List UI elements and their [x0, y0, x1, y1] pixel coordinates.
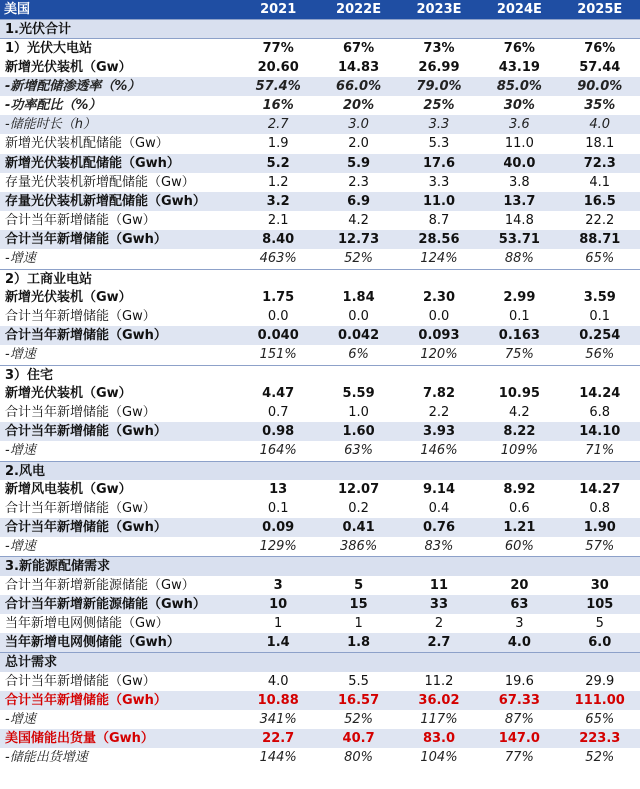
row-value-cell: 109% [500, 443, 538, 459]
row-value-cell: 2.1 [267, 213, 289, 229]
row-value-cell [238, 270, 318, 288]
row-value-cell [479, 366, 559, 384]
table-row [0, 326, 640, 345]
row-value-cell: 88% [504, 251, 534, 267]
row-value-cell: 14.83 [338, 59, 380, 75]
row-label: 3）住宅 [5, 367, 54, 383]
row-value-cell: 14.27 [579, 481, 621, 497]
row-value-cell: 147.0 [498, 731, 540, 747]
row-value-cell: 71% [585, 443, 615, 459]
row-value-cell: 19.6 [504, 673, 534, 689]
row-value-cell: 144% [259, 750, 297, 766]
row-label: 美国储能出货量（Gwh） [5, 731, 154, 747]
row-label: 新增光伏装机配储能（Gw） [5, 136, 169, 152]
row-value-cell: 0.1 [589, 309, 611, 324]
row-value-cell: 3.3 [428, 174, 450, 190]
row-value-cell [238, 653, 318, 671]
row-value-cell: 0.0 [267, 309, 289, 324]
table-header-row [0, 0, 640, 19]
row-value-cell: 30% [503, 97, 535, 113]
row-value-cell: 15 [349, 596, 368, 612]
row-label: 新增光伏装机（Gw） [5, 289, 132, 305]
row-value-cell: 2 [434, 616, 444, 631]
row-value-cell: 25% [423, 97, 455, 113]
row-value-cell [479, 557, 559, 575]
header-year-2023e: 2023E [416, 2, 462, 17]
row-value-cell: 0.8 [589, 500, 611, 516]
table-row [0, 58, 640, 77]
row-value-cell: 7.82 [422, 385, 456, 401]
row-value-cell [238, 366, 318, 384]
row-value-cell: 77% [504, 750, 534, 766]
row-value-cell: 57.4% [255, 78, 301, 94]
row-value-cell [560, 653, 640, 671]
row-value-cell: 75% [504, 347, 534, 363]
row-value-cell: 3.0 [348, 117, 369, 133]
row-value-cell: 28.56 [418, 232, 460, 248]
row-value-cell [318, 366, 398, 384]
table-row [0, 154, 640, 173]
row-value-cell [479, 653, 559, 671]
row-value-cell [479, 20, 559, 38]
row-value-cell: 20 [510, 577, 529, 593]
row-value-cell: 29.9 [585, 673, 615, 689]
row-value-cell: 1 [274, 616, 283, 631]
row-value-cell: 16.5 [583, 193, 616, 209]
row-value-cell: 0.093 [418, 328, 460, 344]
row-value-cell [399, 557, 479, 575]
row-value-cell: 6.9 [347, 193, 371, 209]
row-value-cell: 43.19 [498, 59, 540, 75]
row-value-cell: 5 [354, 577, 364, 593]
header-region-label: 美国 [4, 2, 31, 17]
row-label: 合计当年新增储能（Gw） [5, 500, 156, 516]
row-label: -增速 [5, 443, 36, 459]
row-value-cell: 33 [429, 596, 449, 612]
row-value-cell: 52% [585, 750, 615, 766]
row-label: -增速 [5, 539, 36, 555]
table-row [0, 537, 640, 556]
row-label: 合计当年新增储能（Gw） [5, 404, 156, 420]
row-value-cell: 3.2 [266, 193, 290, 209]
row-label: 合计当年新增储能（Gwh） [5, 232, 167, 248]
header-year-2021: 2021 [260, 2, 297, 17]
table-row [0, 77, 640, 96]
row-value-cell: 1.8 [347, 635, 371, 651]
row-value-cell: 52% [344, 711, 374, 727]
row-value-cell: 386% [340, 539, 378, 555]
row-value-cell: 1.4 [266, 635, 290, 651]
row-value-cell: 11.2 [424, 673, 454, 689]
row-value-cell: 63% [344, 443, 374, 459]
table-row [0, 480, 640, 499]
row-value-cell: 1.60 [342, 424, 375, 440]
row-value-cell: 4.0 [507, 635, 531, 651]
row-value-cell: 164% [259, 443, 297, 459]
row-label: 新增光伏装机（Gw） [5, 385, 132, 401]
row-value-cell: 16% [262, 97, 294, 113]
table-row [0, 441, 640, 460]
row-label: -储能出货增速 [5, 750, 88, 766]
row-value-cell: 14.10 [579, 424, 621, 440]
row-value-cell: 3.8 [509, 174, 530, 190]
row-value-cell: 0.040 [257, 328, 299, 344]
row-value-cell: 1.90 [583, 520, 616, 536]
row-label: -增速 [5, 711, 36, 727]
row-value-cell: 0.1 [267, 500, 289, 516]
row-value-cell: 2.3 [348, 174, 369, 190]
row-value-cell: 5.9 [347, 155, 371, 171]
row-value-cell: 13.7 [503, 193, 536, 209]
row-value-cell: 67% [343, 41, 375, 57]
row-value-cell: 10 [269, 596, 288, 612]
table-row [0, 173, 640, 192]
row-value-cell: 16.57 [338, 692, 380, 708]
header-year-2022e: 2022E [336, 2, 382, 17]
row-label: -新增配储渗透率（%） [5, 78, 141, 94]
row-value-cell [560, 557, 640, 575]
row-value-cell [560, 462, 640, 480]
row-value-cell: 2.7 [427, 635, 451, 651]
row-value-cell: 5.3 [428, 136, 450, 152]
row-value-cell: 6.8 [589, 404, 611, 420]
row-value-cell: 6.0 [588, 635, 612, 651]
row-label: 当年新增电网侧储能（Gw） [5, 616, 169, 631]
row-value-cell: 72.3 [583, 155, 616, 171]
row-value-cell: 0.6 [509, 500, 530, 516]
row-value-cell: 11.0 [422, 193, 456, 209]
row-value-cell: 8.92 [503, 481, 536, 497]
row-label: 合计当年新增储能（Gwh） [5, 692, 167, 708]
row-value-cell: 223.3 [579, 731, 621, 747]
table-row [0, 384, 640, 403]
row-label: 合计当年新增储能（Gw） [5, 673, 156, 689]
row-value-cell: 0.1 [509, 309, 530, 324]
row-value-cell: 4.1 [589, 174, 611, 190]
row-value-cell [399, 462, 479, 480]
row-value-cell: 35% [584, 97, 616, 113]
row-value-cell: 22.7 [262, 731, 295, 747]
row-value-cell: 4.0 [267, 673, 289, 689]
row-value-cell [399, 366, 479, 384]
row-value-cell: 40.0 [503, 155, 536, 171]
row-value-cell: 83.0 [422, 731, 456, 747]
row-value-cell: 90.0% [577, 78, 623, 94]
row-value-cell: 2.2 [428, 404, 450, 420]
row-value-cell: 0.4 [428, 500, 450, 516]
row-value-cell: 8.40 [262, 232, 295, 248]
row-value-cell [399, 270, 479, 288]
row-label: 总计需求 [5, 655, 58, 671]
row-value-cell: 52% [344, 251, 374, 267]
row-value-cell: 30 [590, 577, 609, 593]
header-year-2024e: 2024E [496, 2, 542, 17]
row-value-cell: 0.254 [579, 328, 621, 344]
row-value-cell: 14.24 [579, 385, 621, 401]
table-row [0, 422, 640, 441]
table-row [0, 38, 640, 57]
row-label: 合计当年新增储能（Gwh） [5, 328, 167, 344]
row-value-cell: 341% [259, 711, 297, 727]
row-value-cell: 3 [273, 577, 283, 593]
table-row [0, 748, 640, 767]
row-value-cell: 83% [424, 539, 454, 555]
row-value-cell: 11.0 [504, 136, 534, 152]
table-row [0, 365, 640, 384]
table-row [0, 134, 640, 153]
row-value-cell: 79.0% [416, 78, 462, 94]
table-row [0, 652, 640, 671]
row-value-cell: 1.21 [503, 520, 536, 536]
row-value-cell: 20.60 [257, 59, 299, 75]
row-value-cell [238, 462, 318, 480]
row-label: 合计当年新增新能源储能（Gw） [5, 577, 195, 593]
row-value-cell: 17.6 [422, 155, 456, 171]
row-value-cell: 8.22 [503, 424, 536, 440]
row-value-cell: 4.2 [509, 404, 530, 420]
row-label: 新增风电装机（Gw） [5, 481, 132, 497]
table-row [0, 249, 640, 268]
row-value-cell: 111.00 [574, 692, 625, 708]
row-value-cell: 0.0 [428, 309, 450, 324]
row-value-cell: 22.2 [585, 213, 615, 229]
table-row [0, 614, 640, 633]
row-value-cell [479, 270, 559, 288]
row-value-cell: 5.59 [342, 385, 375, 401]
row-value-cell: 0.09 [262, 520, 295, 536]
row-value-cell: 3.6 [509, 117, 530, 133]
row-value-cell: 0.042 [338, 328, 380, 344]
table-row [0, 710, 640, 729]
row-value-cell: 0.41 [342, 520, 375, 536]
row-value-cell [318, 462, 398, 480]
table-row [0, 19, 640, 38]
row-value-cell: 4.0 [589, 117, 611, 133]
row-value-cell: 151% [259, 347, 297, 363]
row-value-cell: 80% [344, 750, 374, 766]
table-row [0, 518, 640, 537]
row-value-cell: 76% [584, 41, 616, 57]
table-row [0, 691, 640, 710]
table-row [0, 729, 640, 748]
row-value-cell: 57.44 [579, 59, 621, 75]
row-value-cell [238, 20, 318, 38]
row-label: 3.新能源配储需求 [5, 559, 110, 575]
table-row [0, 461, 640, 480]
row-value-cell: 104% [420, 750, 458, 766]
row-value-cell: 117% [420, 711, 458, 727]
row-value-cell: 73% [423, 41, 455, 57]
table-body [0, 19, 640, 767]
table-row [0, 115, 640, 134]
table-row [0, 556, 640, 575]
table-row [0, 307, 640, 326]
row-label: 新增光伏装机（Gw） [5, 59, 132, 75]
row-label: -储能时长（h） [5, 117, 96, 133]
row-label: 存量光伏装机新增配储能（Gw） [5, 174, 195, 190]
row-value-cell [479, 462, 559, 480]
row-value-cell: 3.59 [583, 289, 616, 305]
table-row [0, 288, 640, 307]
table-row [0, 576, 640, 595]
row-value-cell: 2.99 [503, 289, 536, 305]
row-value-cell: 463% [259, 251, 297, 267]
row-value-cell: 2.7 [267, 117, 289, 133]
row-label: 当年新增电网侧储能（Gwh） [5, 635, 180, 651]
row-value-cell: 5.2 [266, 155, 290, 171]
row-value-cell: 4.2 [348, 213, 369, 229]
row-value-cell: 1.2 [267, 174, 289, 190]
row-value-cell: 65% [585, 251, 615, 267]
row-value-cell: 0.7 [267, 404, 289, 420]
table-row [0, 672, 640, 691]
row-label: 存量光伏装机新增配储能（Gwh） [5, 193, 206, 209]
row-value-cell: 5 [595, 616, 604, 631]
row-value-cell: 18.1 [585, 136, 615, 152]
row-value-cell: 0.0 [348, 309, 369, 324]
row-value-cell [238, 557, 318, 575]
row-label: 合计当年新增新能源储能（Gwh） [5, 596, 206, 612]
row-label: 新增光伏装机配储能（Gwh） [5, 155, 180, 171]
row-value-cell: 3.3 [428, 117, 450, 133]
row-value-cell: 0.98 [262, 424, 295, 440]
row-value-cell [560, 366, 640, 384]
table-row [0, 499, 640, 518]
row-value-cell: 0.76 [422, 520, 456, 536]
row-label: 合计当年新增储能（Gwh） [5, 520, 167, 536]
table-row [0, 403, 640, 422]
row-value-cell: 6% [348, 347, 369, 363]
row-value-cell: 129% [259, 539, 297, 555]
row-value-cell: 56% [585, 347, 615, 363]
row-value-cell: 4.47 [262, 385, 295, 401]
row-value-cell: 146% [420, 443, 458, 459]
row-value-cell: 10.88 [257, 692, 299, 708]
row-value-cell: 105 [586, 596, 614, 612]
table-row [0, 230, 640, 249]
row-value-cell: 53.71 [498, 232, 540, 248]
row-value-cell [318, 557, 398, 575]
row-value-cell: 12.73 [338, 232, 380, 248]
table-row [0, 345, 640, 364]
row-label: 1.光伏合计 [5, 22, 71, 38]
row-value-cell [318, 20, 398, 38]
row-value-cell: 36.02 [418, 692, 460, 708]
row-value-cell: 9.14 [422, 481, 456, 497]
row-value-cell: 3 [515, 616, 524, 631]
row-value-cell: 124% [420, 251, 458, 267]
table-row [0, 192, 640, 211]
row-value-cell: 2.30 [422, 289, 456, 305]
row-value-cell: 13 [269, 481, 288, 497]
row-value-cell [560, 270, 640, 288]
row-value-cell: 67.33 [498, 692, 540, 708]
row-label: 1）光伏大电站 [5, 41, 93, 57]
row-value-cell: 85.0% [496, 78, 542, 94]
row-value-cell: 10.95 [498, 385, 540, 401]
row-value-cell: 1 [354, 616, 363, 631]
row-label: -增速 [5, 251, 36, 267]
row-value-cell: 1.84 [342, 289, 375, 305]
row-value-cell: 20% [343, 97, 375, 113]
row-value-cell [560, 20, 640, 38]
row-value-cell: 14.8 [504, 213, 534, 229]
row-value-cell: 66.0% [336, 78, 382, 94]
table-row [0, 269, 640, 288]
row-value-cell: 1.75 [262, 289, 295, 305]
header-year-2025e: 2025E [577, 2, 623, 17]
row-value-cell: 57% [585, 539, 615, 555]
row-label: 合计当年新增储能（Gw） [5, 213, 156, 229]
row-value-cell [399, 20, 479, 38]
row-label: 合计当年新增储能（Gwh） [5, 424, 167, 440]
table-row [0, 96, 640, 115]
table-row [0, 633, 640, 652]
row-value-cell: 26.99 [418, 59, 460, 75]
row-value-cell: 87% [504, 711, 534, 727]
row-value-cell: 3.93 [422, 424, 456, 440]
row-value-cell: 2.0 [348, 136, 369, 152]
table-row [0, 595, 640, 614]
row-value-cell: 1.0 [348, 404, 369, 420]
row-label: -功率配比（%） [5, 97, 102, 113]
row-label: 合计当年新增储能（Gw） [5, 309, 156, 324]
row-value-cell: 76% [503, 41, 535, 57]
row-value-cell: 12.07 [338, 481, 380, 497]
row-value-cell: 5.5 [348, 673, 369, 689]
row-value-cell: 1.9 [267, 136, 289, 152]
row-value-cell: 0.163 [498, 328, 540, 344]
row-label: 2.风电 [5, 463, 45, 479]
row-value-cell: 40.7 [342, 731, 375, 747]
table-row [0, 211, 640, 230]
row-value-cell [399, 653, 479, 671]
row-value-cell: 63 [510, 596, 529, 612]
row-value-cell: 8.7 [428, 213, 450, 229]
row-value-cell: 0.2 [348, 500, 369, 516]
row-value-cell: 120% [420, 347, 458, 363]
row-value-cell: 11 [429, 577, 449, 593]
row-value-cell [318, 270, 398, 288]
row-label: 2）工商业电站 [5, 271, 93, 287]
row-value-cell: 60% [504, 539, 534, 555]
row-label: -增速 [5, 347, 36, 363]
row-value-cell: 88.71 [579, 232, 621, 248]
row-value-cell: 65% [585, 711, 615, 727]
row-value-cell: 77% [262, 41, 294, 57]
row-value-cell [318, 653, 398, 671]
